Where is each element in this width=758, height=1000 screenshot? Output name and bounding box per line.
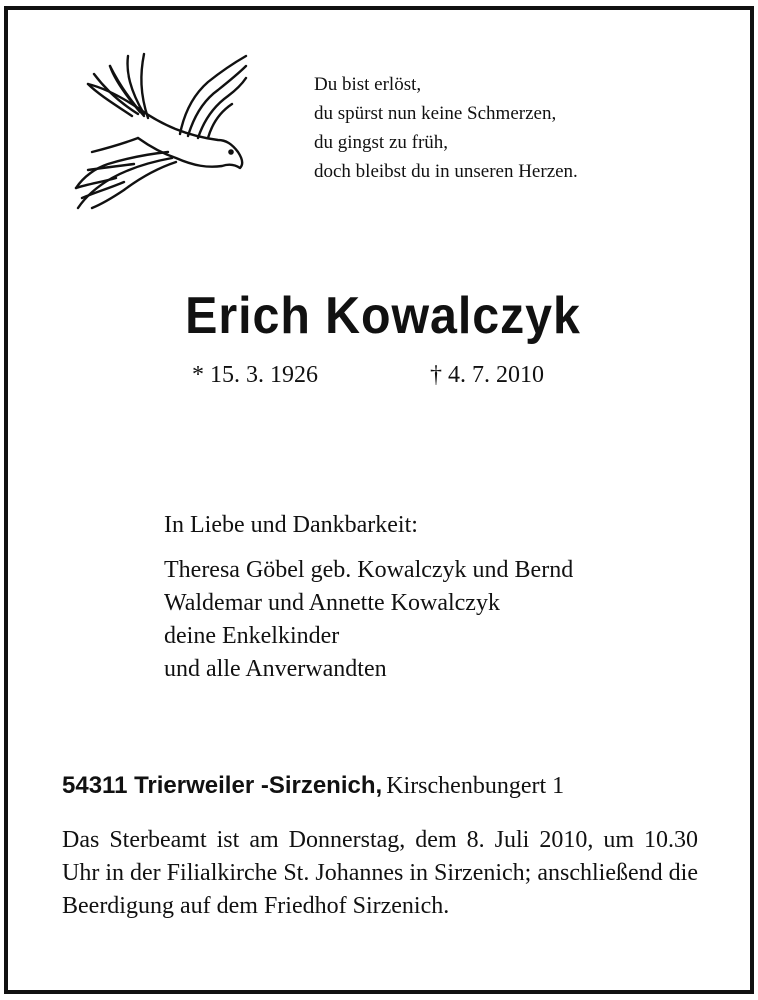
mourner-line: und alle Anverwandten [164,656,387,682]
deceased-name: Erich Kowalczyk [185,287,581,345]
address-street: Kirschenbungert 1 [386,773,565,799]
mourners-list [164,554,573,686]
death-date: † 4. 7. 2010 [430,362,544,388]
poem-line-4: doch bleibst du in unseren Herzen. [314,161,578,182]
poem-line-1: Du bist erlöst, [314,74,422,95]
mourner-line: deine Enkelkinder [164,623,340,649]
address [62,772,564,800]
mourner-line: Theresa Göbel geb. Kowalczyk und Bernd [164,557,574,583]
mourners-heading: In Liebe und Dankbarkeit: [164,512,418,538]
birth-date: * 15. 3. 1926 [192,362,318,388]
address-place: 54311 Trierweiler -Sirzenich, [62,772,383,799]
obituary-card [4,6,754,994]
poem [314,70,578,186]
service-info: Das Sterbeamt ist am Donnerstag, dem 8. Juli 2010, um 10.30 Uhr in der Filialkirche St. Johannes in Sirzenich; anschließend die Beerdigung auf dem Friedhof Sirzenich. [62,827,698,919]
mourner-line: Waldemar und Annette Kowalczyk [164,590,500,616]
dove-icon [68,48,248,213]
poem-line-2: du spürst nun keine Schmerzen, [314,103,557,124]
poem-line-3: du gingst zu früh, [314,132,449,153]
